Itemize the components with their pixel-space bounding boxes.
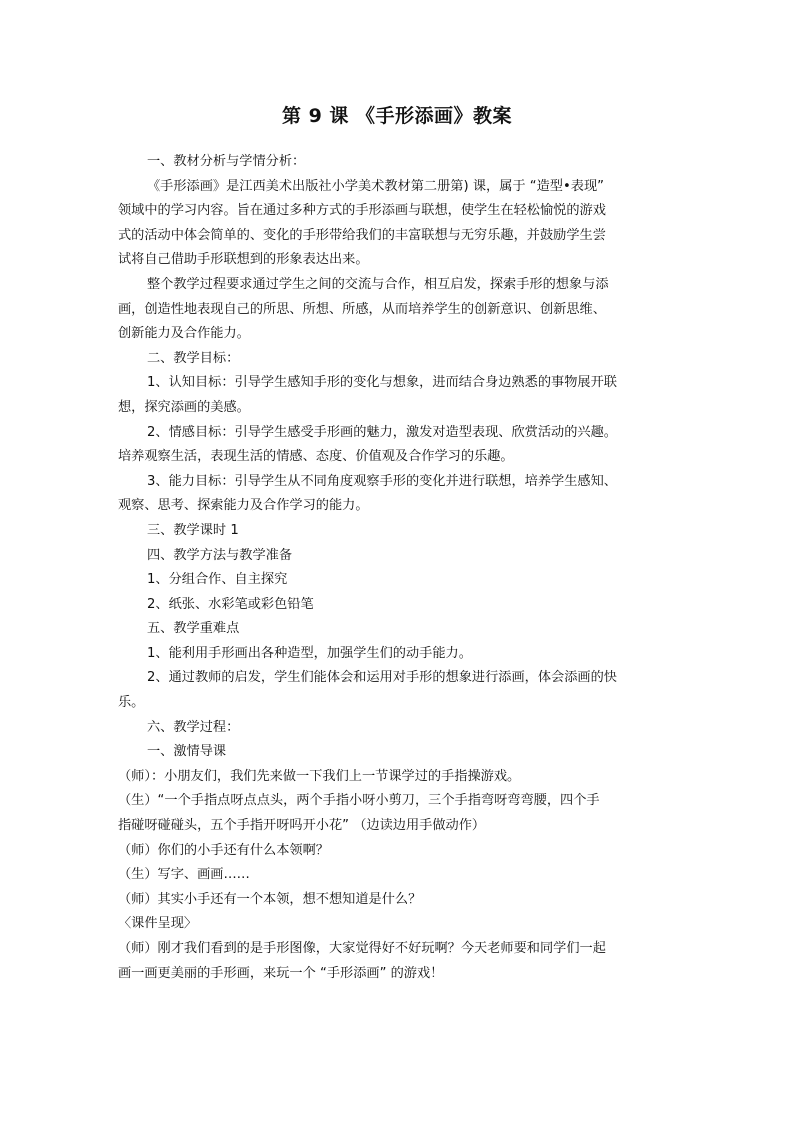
text-line: 观察、思考、探索能力及合作学习的能力。 xyxy=(118,498,369,514)
text-line: 一、教材分析与学情分析： xyxy=(147,154,306,169)
text-line: 指碰呀碰碰头，五个手指开呀吗开小花” （边读边用手做动作） xyxy=(118,818,486,834)
text-line: 《手形添画》是江西美术出版社小学美术教材第二册第) 课，属于 “造型•表现” xyxy=(147,178,604,194)
text-line: 乐。 xyxy=(118,695,145,711)
text-line: （生）写字、画画…… xyxy=(118,867,250,883)
text-line: （生）“一个手指点呀点点头，两个手指小呀小剪刀，三个手指弯呀弯弯腰，四个手 xyxy=(118,793,600,809)
text-line: 创新能力及合作能力。 xyxy=(118,326,250,342)
text-line: 领域中的学习内容。旨在通过多种方式的手形添画与联想，使学生在轻松愉悦的游戏 xyxy=(118,203,606,219)
text-line: 一、激情导课 xyxy=(147,744,227,760)
text-line: 2、情感目标：引导学生感受手形画的魅力，激发对造型表现、欣赏活动的兴趣。 xyxy=(147,424,617,440)
text-line: 三、教学课时 1 xyxy=(147,522,239,538)
text-line: 画，创造性地表现自己的所思、所想、所感，从而培养学生的创新意识、创新思维、 xyxy=(118,301,606,317)
text-line: （师）刚才我们看到的是手形图像，大家觉得好不好玩啊？今天老师要和同学们一起 xyxy=(118,941,606,956)
text-line: 1、认知目标：引导学生感知手形的变化与想象，进而结合身边熟悉的事物展开联 xyxy=(147,375,617,391)
text-line: 1、分组合作、自主探究 xyxy=(147,572,288,588)
text-line: 〈课件呈现〉 xyxy=(118,916,198,932)
text-line: （师）你们的小手还有什么本领啊？ xyxy=(118,842,329,858)
text-line: 1、能利用手形画出各种造型，加强学生们的动手能力。 xyxy=(147,645,472,661)
text-line: 二、教学目标： xyxy=(147,350,240,366)
text-line: 整个教学过程要求通过学生之间的交流与合作，相互启发，探索手形的想象与添 xyxy=(147,276,609,292)
text-line: 3、能力目标：引导学生从不同角度观察手形的变化并进行联想，培养学生感知、 xyxy=(147,473,617,489)
text-line: 想，探究添画的美感。 xyxy=(118,399,250,415)
text-line: 2、纸张、水彩笔或彩色铅笔 xyxy=(147,596,314,612)
text-line: 四、教学方法与教学准备 xyxy=(147,547,293,563)
text-line: 试将自己借助手形联想到的形象表达出来。 xyxy=(118,252,369,268)
document-body xyxy=(118,150,678,986)
text-line: 培养观察生活，表现生活的情感、态度、价值观及合作学习的乐趣。 xyxy=(118,449,514,465)
text-line: 五、教学重难点 xyxy=(147,621,240,637)
text-line: 式的活动中体会简单的、变化的手形带给我们的丰富联想与无穷乐趣，并鼓励学生尝 xyxy=(118,227,606,243)
page-title: 第 9 课 《手形添画》教案 xyxy=(281,105,513,127)
text-line: （师）：小朋友们，我们先来做一下我们上一节课学过的手指操游戏。 xyxy=(118,768,521,784)
text-line: 2、通过教师的启发，学生们能体会和运用对手形的想象进行添画，体会添画的快 xyxy=(147,670,617,686)
text-line: （师）其实小手还有一个本领，想不想知道是什么？ xyxy=(118,891,422,907)
text-line: 六、教学过程： xyxy=(147,719,240,735)
text-line: 画一画更美丽的手形画，来玩一个 “手形添画” 的游戏！ xyxy=(118,965,444,981)
